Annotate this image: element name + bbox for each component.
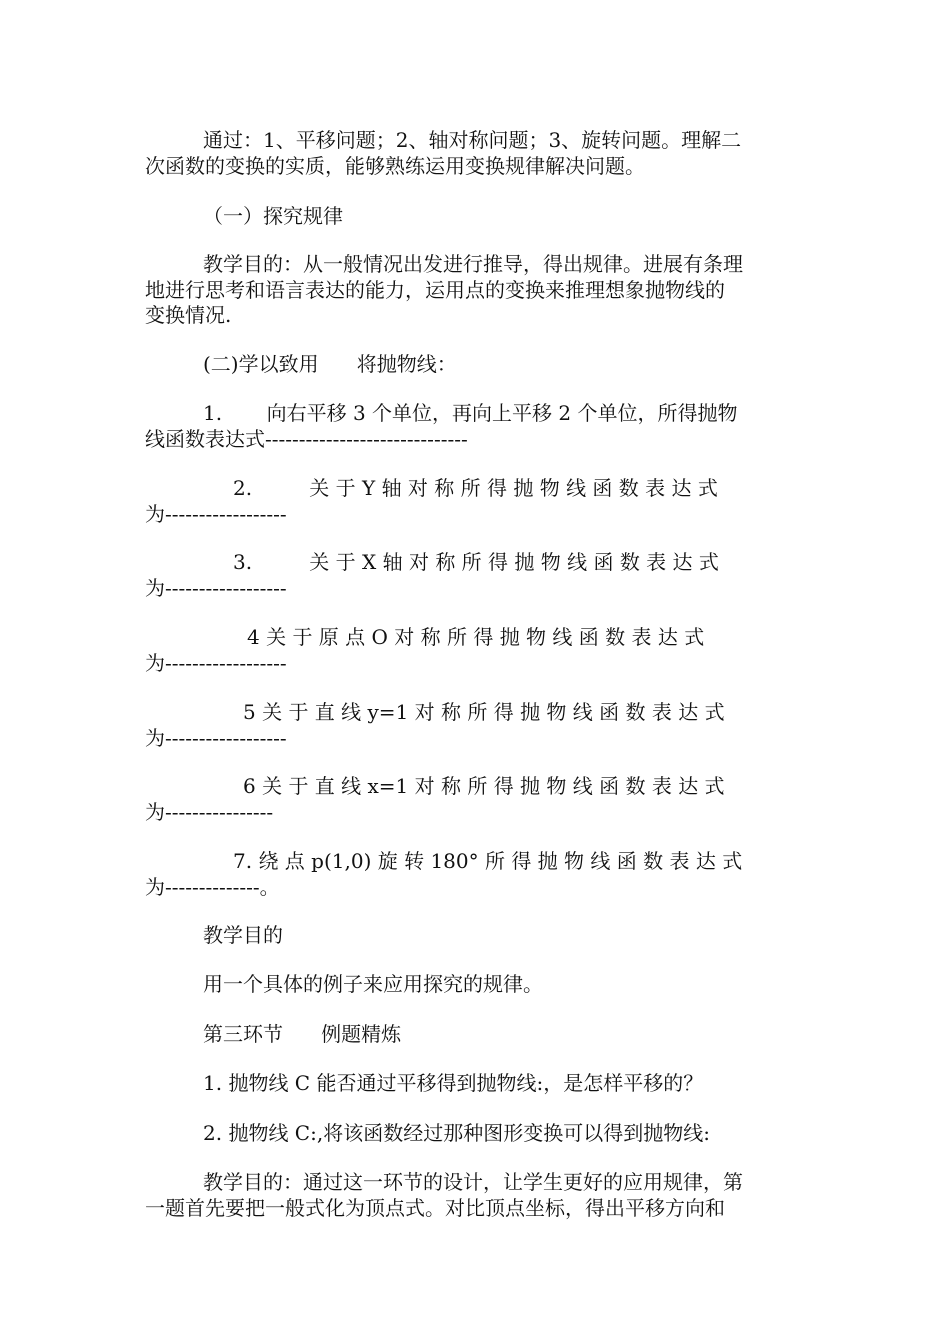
example-line: 1. 抛物线 C 能否通过平移得到抛物线:，是怎样平移的？ (203, 1071, 704, 1095)
question-line: 为------------------ (145, 502, 287, 526)
question-line: 为---------------- (145, 800, 274, 824)
section-heading: 教学目的 (203, 923, 283, 947)
paragraph-line: 地进行思考和语言表达的能力，运用点的变换来推理想象抛物线的 (145, 278, 725, 302)
example-line: 2. 抛物线 C:,将该函数经过那种图形变换可以得到抛物线: (203, 1121, 710, 1145)
question-line: 为--------------。 (145, 875, 280, 899)
section-heading: 第三环节 例题精炼 (203, 1022, 402, 1046)
question-line: 4 关 于 原 点 O 对 称 所 得 抛 物 线 函 数 表 达 式 (247, 625, 705, 649)
paragraph-line: 教学目的：通过这一环节的设计，让学生更好的应用规律，第 (203, 1170, 743, 1194)
question-line: 为------------------ (145, 651, 287, 675)
question-line: 为------------------ (145, 726, 287, 750)
question-line: 线函数表达式------------------------------ (145, 427, 468, 451)
paragraph-line: 用一个具体的例子来应用探究的规律。 (203, 972, 543, 996)
section-heading: （一）探究规律 (203, 204, 343, 228)
paragraph-line: 教学目的：从一般情况出发进行推导，得出规律。进展有条理 (203, 252, 743, 276)
question-line: 6 关 于 直 线 x=1 对 称 所 得 抛 物 线 函 数 表 达 式 (243, 774, 725, 798)
question-line: 2. 关 于 Y 轴 对 称 所 得 抛 物 线 函 数 表 达 式 (233, 476, 718, 500)
paragraph-line: 变换情况. (145, 303, 232, 327)
paragraph-line: 通过：1、平移问题；2、轴对称问题；3、旋转问题。理解二 (203, 128, 742, 152)
paragraph-line: 一题首先要把一般式化为顶点式。对比顶点坐标，得出平移方向和 (145, 1196, 725, 1220)
question-line: 5 关 于 直 线 y=1 对 称 所 得 抛 物 线 函 数 表 达 式 (243, 700, 725, 724)
question-line: 3. 关 于 X 轴 对 称 所 得 抛 物 线 函 数 表 达 式 (233, 550, 719, 574)
question-line: 1. 向右平移 3 个单位，再向上平移 2 个单位，所得抛物 (203, 401, 738, 425)
question-line: 7. 绕 点 p(1,0) 旋 转 180° 所 得 抛 物 线 函 数 表 达 式 (233, 849, 743, 873)
section-heading: (二)学以致用 将抛物线： (203, 352, 457, 376)
question-line: 为------------------ (145, 576, 287, 600)
paragraph-line: 次函数的变换的实质，能够熟练运用变换规律解决问题。 (145, 154, 645, 178)
